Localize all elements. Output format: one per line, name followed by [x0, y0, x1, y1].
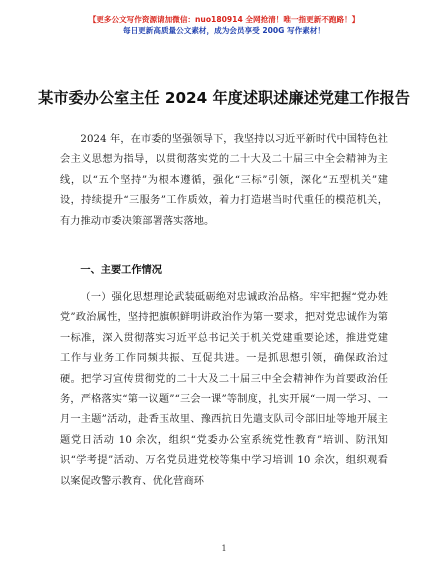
promo-banner-line-2: 每日更新高质量公文素材，成为会员享受 200G 写作素材！: [122, 26, 326, 35]
promo-banner: [0, 14, 448, 36]
section-heading: 一、主要工作情况: [80, 265, 162, 276]
section-paragraph: （一）强化思想理论武装砥砺绝对忠诚政治品格。牢牢把握“党办姓党”政治属性，坚持把旗帜鲜明讲政治作为第一要求，把对党忠诚作为第一标准，深入贯彻落实习近平总书记关于机关党建重要论述，推进党建工作与业务工作同频共振、互促共进。一是抓思想引领，确保政治过硬。把学习宣传贯彻党的二十大及二十届三中全会精神作为首要政治任务，严格落实“第一议题”“三会一课”等制度，扎实开展“一周一学习、一月一主题”活动，赴香玉故里、豫西抗日先遣支队司令部旧址等地开展主题党日活动 10 余次，组织“党委办公室系统党性教育”培训、防汛知识“学考提”活动、万名党员进党校等集中学习培训 10 余次，组织观看以案促改警示教育、优化营商环: [60, 292, 388, 487]
document-title: 某市委办公室主任 2024 年度述职述廉述党建工作报告: [38, 89, 410, 107]
page-number: 1: [221, 544, 227, 553]
promo-banner-line-1: 【更多公文写作资源请加微信：nuo180914 全网抢清！唯一指更新不跑路！】: [88, 15, 360, 24]
intro-paragraph: 2024 年，在市委的坚强领导下，我坚持以习近平新时代中国特色社会主义思想为指导，以贯彻落实党的二十大及二十届三中全会精神为主线，以“五个坚持”为根本遵循，强化“三标”引领，深化“五型机关”建设，持续提升“三服务”工作质效，着力打造堪当时代重任的模范机关，有力推动市委决策部署落实落地。: [60, 134, 388, 227]
